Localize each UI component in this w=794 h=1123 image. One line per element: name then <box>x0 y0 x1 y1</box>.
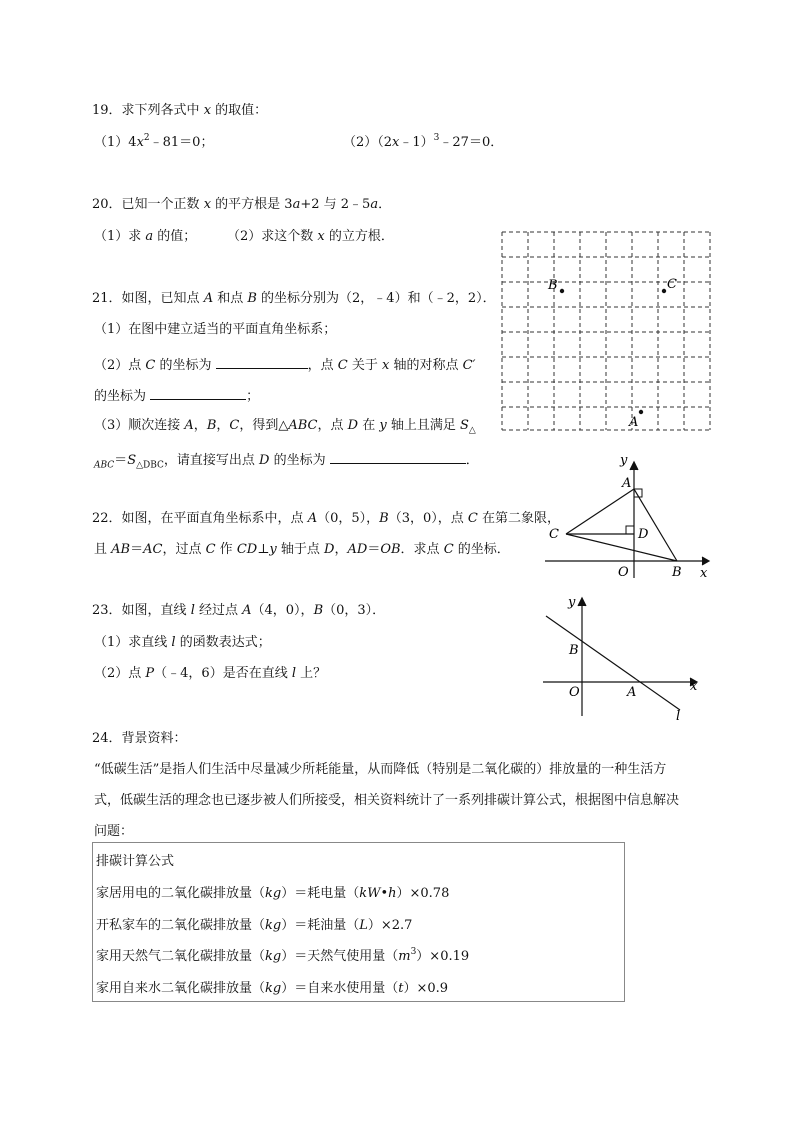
fig22-x: x <box>700 566 708 581</box>
answer-blank-d[interactable] <box>330 451 466 464</box>
grid-label-b: B <box>548 278 558 293</box>
q22-line1: 22．如图，在平面直角坐标系中，点 A（0，5），B（3，0），点 C 在第二象限， <box>92 511 560 526</box>
q21-part2-line1: （2）点 C 的坐标为 ，点 C 关于 x 轴的对称点 C′ <box>94 358 476 373</box>
fig23-y: y <box>568 595 576 610</box>
q23-part2: （2）点 P（﹣4，6）是否在直线 l 上？ <box>94 666 327 681</box>
formula-electricity: 家居用电的二氧化碳排放量（kg）＝耗电量（kW•h）×0.78 <box>96 886 450 901</box>
q21-stem: 21．如图，已知点 A 和点 B 的坐标分别为（2，﹣4）和（﹣2，2）． <box>92 291 496 306</box>
q21-part2-line2: 的坐标为 ； <box>94 389 260 404</box>
q23-part1: （1）求直线 l 的函数表达式； <box>94 635 271 650</box>
carbon-formula-box <box>92 842 625 1002</box>
fig23-a: A <box>627 685 637 700</box>
q19-stem: 19．求下列各式中 x 的取值： <box>92 103 268 118</box>
right-angle-mark-d <box>626 526 634 534</box>
q24-title: 24．背景资料： <box>92 731 187 746</box>
fig22-a: A <box>622 476 632 491</box>
answer-blank-c[interactable] <box>216 356 308 369</box>
answer-blank-c-prime[interactable] <box>150 387 246 400</box>
fig23-b: B <box>569 643 579 658</box>
x-axis-arrow <box>702 557 709 565</box>
y-axis-arrow <box>630 462 638 470</box>
point-c-dot <box>662 289 666 293</box>
q24-para-line1: “低碳生活”是指人们生活中尽量减少所耗能量，从而降低（特别是二氧化碳的）排放量的一种生活方 <box>94 762 667 777</box>
fig22-b: B <box>672 565 682 580</box>
fig23-o: O <box>569 685 580 700</box>
fig22-o: O <box>618 565 629 580</box>
formula-car: 开私家车的二氧化碳排放量（kg）＝耗油量（L）×2.7 <box>96 918 413 933</box>
q19-part1: $(1)4x^2﹣81=0$； <box>94 133 214 150</box>
dashed-grid <box>502 232 710 430</box>
fig22-y: y <box>620 453 628 468</box>
fig22-d: D <box>638 527 649 542</box>
q23-figure <box>540 592 704 724</box>
q20-part2: （2）求这个数 x 的立方根． <box>227 229 394 244</box>
segment-cb <box>566 534 677 561</box>
q20-part1: （1）求 a 的值； <box>94 229 197 244</box>
q19-part2: （2）（2x﹣1）$^3$﹣27＝0． <box>343 133 504 150</box>
point-a-dot <box>639 410 643 414</box>
q24-para-line3: 问题： <box>94 824 134 839</box>
q24-para-line2: 式，低碳生活的理念也已逐步被人们所接受，相关资料统计了一系列排碳计算公式，根据图中信息解决 <box>94 793 680 808</box>
fig23-l: l <box>676 709 681 724</box>
segment-ca <box>566 489 634 534</box>
q21-part3-line2: $_{ABC}=S_{\triangle DBC}$，请直接写出点 D 的坐标为 ． <box>94 453 479 471</box>
formula-water: 家用自来水二氧化碳排放量（kg）＝自来水使用量（t）×0.9 <box>96 981 449 996</box>
formula-gas: 家用天然气二氧化碳排放量（kg）＝天然气使用量$(m^3)\times 0.19$ <box>96 947 470 964</box>
q20-stem: 20．已知一个正数 x 的平方根是 3a+2 与 2﹣5a． <box>92 197 392 212</box>
y-axis-arrow <box>578 598 586 606</box>
line-l <box>546 616 680 710</box>
q21-part1: （1）在图中建立适当的平面直角坐标系； <box>94 322 337 337</box>
q23-stem: 23．如图，直线 l 经过点 A（4，0），B（0，3）． <box>92 603 386 618</box>
q22-line2: 且 AB＝AC，过点 C 作 CD⊥y 轴于点 D，AD＝OB．求点 C 的坐标． <box>94 542 510 557</box>
segment-ab <box>634 489 677 561</box>
q21-part3-line1: （3）顺次连接 A，B，C，得到△ABC，点 D 在 y 轴上且满足 $S_\triangle$ <box>94 418 476 436</box>
formula-box-title: 排碳计算公式 <box>96 854 175 869</box>
grid-label-a: A <box>629 415 639 430</box>
fig23-x: x <box>690 679 698 694</box>
fig22-c: C <box>549 527 559 542</box>
q21-grid-figure <box>500 230 714 434</box>
q22-figure <box>540 452 720 582</box>
grid-label-c: C <box>667 277 677 292</box>
point-b-dot <box>560 289 564 293</box>
